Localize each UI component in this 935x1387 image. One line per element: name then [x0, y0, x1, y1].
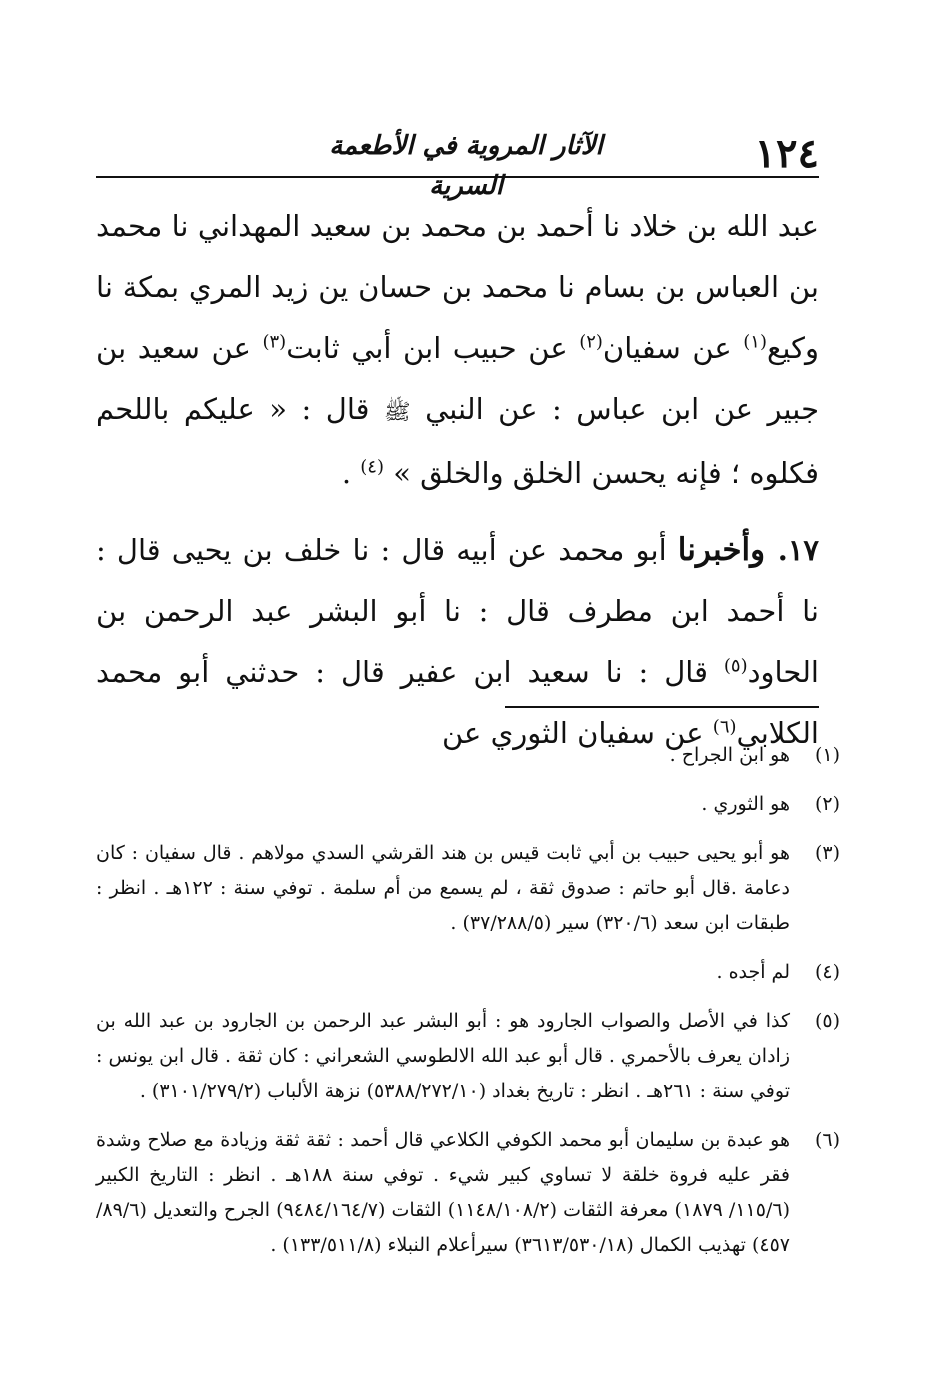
- footnote-text: لم أجده .: [716, 961, 790, 983]
- text-span: عن سعيد بن جبير عن ابن عباس : عن النبي: [96, 331, 819, 426]
- footnote-item: [96, 738, 840, 773]
- footnote-separator: [505, 706, 819, 708]
- footnote-item: [96, 787, 840, 822]
- footnote-ref-2: (٢): [579, 331, 603, 353]
- main-text: [96, 196, 819, 764]
- footnote-marker: (٣): [814, 842, 840, 864]
- text-span: .: [341, 456, 361, 490]
- text-span: عن حبيب ابن أبي ثابت: [286, 331, 580, 365]
- hadith-lead-word: وأخبرنا: [677, 532, 778, 568]
- running-title: الآثار المروية في الأطعمة السرية: [329, 131, 603, 201]
- footnote-item: [96, 1004, 840, 1109]
- text-span: عبد الله بن خلاد نا أحمد بن محمد بن سعيد المهداني نا محمد بن العباس بن بسام نا محمد بن حسان ين زيد المري بمكة نا وكيع: [96, 209, 819, 365]
- footnote-item: [96, 1123, 840, 1263]
- text-span: أبو محمد عن أبيه قال : نا خلف بن يحيى قال : نا أحمد ابن مطرف قال : نا أبو البشر عبد الرحمن بن الحاود: [96, 533, 819, 689]
- footnotes: [96, 738, 840, 1277]
- text-span: عن سفيان الثوري عن: [441, 716, 713, 750]
- footnote-text: هو عبدة بن سليمان أبو محمد الكوفي الكلاعي قال أحمد : ثقة ثقة وزيادة مع صلاح وشدة فقر عليه فروة خلقة لا تساوي كبير شيء . توفي سنة ١٨٨هـ . انظر : التاريخ الكبير (١١٥/٦/ ١٨٧٩) معرفة الثقات (١١٤٨/١٠٨/٢) الثقات (٩٤٨٤/١٦٤/٧) الجرح والتعديل (٨٩/٦/ ٤٥٧) تهذيب الكمال (٣٦١٣/٥٣٠/١٨) سيرأعلام النبلاء (١٣٣/٥١١/٨) .: [96, 1129, 790, 1256]
- page-number: ١٢٤: [754, 130, 819, 177]
- page-header: [96, 122, 819, 201]
- footnote-item: [96, 955, 840, 990]
- footnote-marker: (٤): [814, 961, 840, 983]
- footnote-marker: (٥): [814, 1010, 840, 1032]
- paragraph-isnad-continuation: [96, 196, 819, 504]
- footnote-text: هو الثوري .: [701, 793, 790, 815]
- text-span: قال : « عليكم باللحم فكلوه ؛ فإنه يحسن الخلق والخلق »: [96, 392, 819, 490]
- header-rule: [96, 176, 819, 178]
- footnote-text: كذا في الأصل والصواب الجارود هو : أبو البشر عبد الرحمن بن الجارود بن عبد الله بن زادان يعرف بالأحمري . قال أبو عبد الله الالطوسي الشعراني : كان ثقة . قال ابن يونس : توفي سنة : ٢٦١هـ . انظر : تاريخ بغداد (٥٣٨٨/٢٧٢/١٠) نزهة الألباب (٣١٠١/٢٧٩/٢) .: [96, 1010, 790, 1102]
- footnote-marker: (١): [814, 744, 840, 766]
- footnote-marker: (٦): [814, 1129, 840, 1151]
- paragraph-hadith-17: [96, 520, 819, 764]
- text-span: عن سفيان: [602, 331, 744, 365]
- footnote-ref-1: (١): [743, 331, 767, 353]
- footnote-marker: (٢): [814, 793, 840, 815]
- text-span: قال : نا سعيد ابن عفير قال : حدثني أبو محمد الكلابي: [96, 655, 819, 750]
- footnote-ref-5: (٥): [723, 655, 748, 677]
- hadith-number: ١٧.: [777, 533, 820, 567]
- honorific-glyph: ﷺ: [384, 400, 411, 425]
- footnote-text: هو أبو يحيى حبيب بن أبي ثابت قيس بن هند القرشي السدي مولاهم . قال سفيان : كان دعامة .قال أبو حاتم : صدوق ثقة ، لم يسمع من أم سلمة . توفي سنة : ١٢٢هـ . انظر : طبقات ابن سعد (٣٢٠/٦) سير (٣٧/٢٨٨/٥) .: [96, 842, 790, 934]
- footnote-ref-6: (٦): [712, 716, 737, 738]
- footnote-ref-4: (٤): [360, 456, 384, 478]
- footnote-item: [96, 836, 840, 941]
- footnote-ref-3: (٣): [262, 331, 287, 353]
- footnote-text: هو ابن الجراح .: [669, 744, 790, 766]
